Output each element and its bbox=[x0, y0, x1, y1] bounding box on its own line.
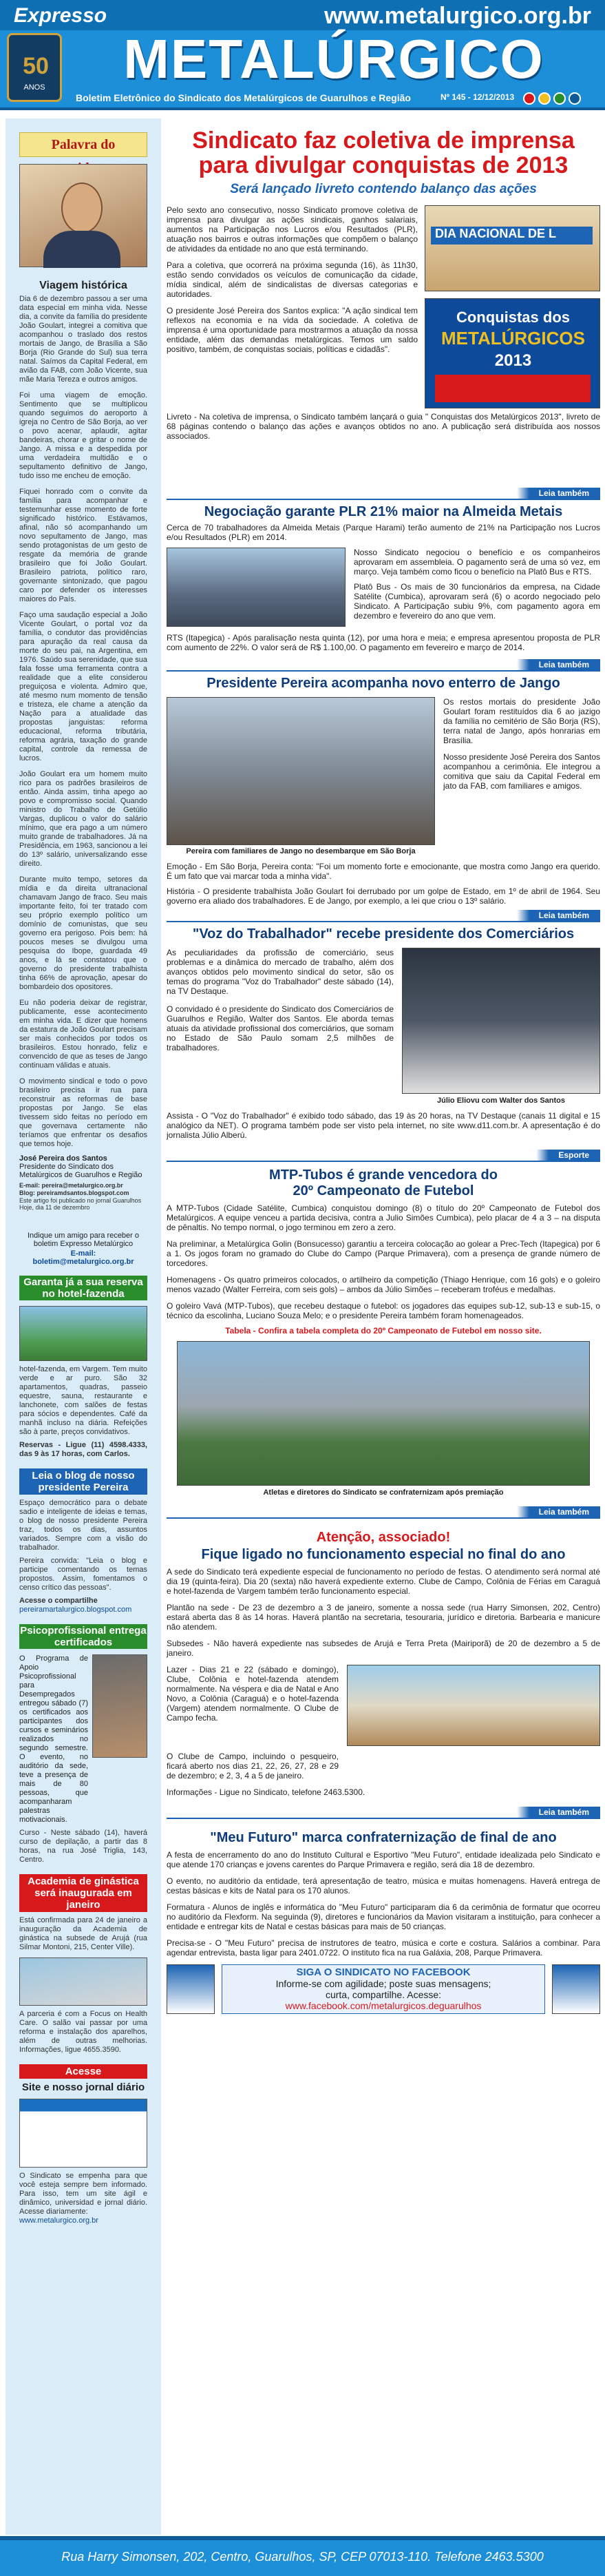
newsletter-title: METALÚRGICO bbox=[123, 28, 544, 90]
art4-p2: O convidado é o presidente do Sindicato dos Comerciários de Guarulhos e Região, Walter dos Santos. Ele aborda temas atuais da atividade profissional dos comerciários, que somam no Estado de São Paulo somam 2,5 milhões de trabalhadores. bbox=[167, 1004, 394, 1052]
leia-tambem-link[interactable]: Leia também bbox=[529, 1807, 600, 1818]
conquistas-label: Conquistas dos bbox=[456, 309, 570, 326]
jornal-text: O Sindicato se empenha para que você esteja sempre bem informado. Para isso, tem um site ágil e dinâmico, universidad e jornal diário. Acesse diariamente: bbox=[19, 2172, 147, 2216]
facebook-logo-icon bbox=[552, 1964, 600, 2014]
seal-icon bbox=[523, 92, 535, 105]
seal-icon bbox=[538, 92, 551, 105]
signature-name: José Pereira dos Santos bbox=[19, 1154, 107, 1163]
art6-p6: Informações - Ligue no Sindicato, telefone 2463.5300. bbox=[167, 1787, 365, 1797]
leia-tambem-link[interactable]: Leia também bbox=[529, 1506, 600, 1517]
newsletter-subtitle: Boletim Eletrônico do Sindicato dos Metalúrgicos de Guarulhos e Região bbox=[76, 92, 411, 103]
art6-photo bbox=[347, 1665, 600, 1746]
art1-text-col bbox=[167, 205, 418, 354]
sidebar-text: O movimento sindical e todo o povo brasileiro precisa ir rua para reconstruir as reformas de base propostas por Jango. Se elas tivessem sido feitas no período em que governava certamente não teríamos que enfrentar os desafios que temos hoje. bbox=[19, 1077, 147, 1148]
hotel-text: hotel-fazenda, em Vargem. Tem muito verde e ar puro. São 32 apartamentos, quadras, passeio equestre, sauna, restaurante e lanchonete, com salões de festas para sócios e dependentes. Café da manhã incluso na diária. Refeições são à parte, preços convidativos. bbox=[19, 1365, 147, 1436]
jornal-title: Site e nosso jornal diário bbox=[21, 2081, 145, 2093]
divider bbox=[167, 921, 600, 922]
sidebar-section-title: Viagem histórica bbox=[39, 280, 127, 291]
leia-tambem-link[interactable]: Leia também bbox=[529, 910, 600, 921]
hotel-banner: Garanta já a sua reserva no hotel-fazenda bbox=[19, 1276, 147, 1300]
sidebar-text: Faço uma saudação especial a João Vicente Goulart, o portal voz da família, o condutor das providências para apuração da real causa da morte do seu pai, na Argentina, em 1976. Saúdo sua serenidade, que sua fala fosse uma ferramenta contra a realidade que a elite considerou preguiçosa e violenta. Admiro que, até mesmo num momento de tensão e tristeza, ele chame a atenção da Nação para a atualidade das propostas janguistas: reforma educacional, reforma tributária, reforma agrária, taxação do grande capital, controle da remessa de lucros. bbox=[19, 611, 147, 762]
photo-face bbox=[61, 183, 103, 233]
conquistas-banner bbox=[435, 375, 591, 402]
sidebar-text: Dia 6 de dezembro passou a ser uma data especial em minha vida. Nesse dia, a convite da família do presidente João Goulart, integrei a comitiva que acompanhou o traslado dos restos mortais de Jango, de Brasília a São Borja (Rio Grande do Sul) sua terra natal. Saímos da Capital Federal, em avião da FAB, com João Vicente, sua mãe Maria Tereza e outros amigos. bbox=[19, 295, 147, 384]
sidebar-text: Fiquei honrado com o convite da família para acompanhar e testemunhar esse momento de forte significado histórico. Estávamos, afinal, não só acompanhando um novo sepultamento de Jango, mas sendo protagonistas de um gesto de resgate da memória de grande brasileiro que foi João Goulart. Brasileiro patriota, político raro, governante sintonizado, que pagou caro por defender os interesses maiores do País. bbox=[19, 488, 147, 603]
gym-text: Está confirmada para 24 de janeiro a inauguração da Academia de ginástica na subsede de Arujá (rua Silmar Montoni, 215, Center Ville). bbox=[19, 1916, 147, 1951]
facebook-title: SIGA O SINDICATO NO FACEBOOK bbox=[296, 1966, 471, 1978]
header-banner bbox=[0, 0, 605, 110]
art6-p5: O Clube de Campo, incluindo o pesqueiro, ficará aberto nos dias 21, 22, 26, 27, 28 e 29 de dezembro; e 2, 3, 4 a 5 de janeiro. bbox=[167, 1752, 339, 1780]
psico-text2: Curso - Neste sábado (14), haverá curso de depilação, a partir das 8 horas, na rua José Triglia, 143, Centro. bbox=[19, 1829, 147, 1864]
jornal-photo bbox=[19, 2099, 147, 2168]
facebook-text1: Informe-se com agilidade; poste suas mensagens; bbox=[275, 1978, 491, 1989]
gym-photo bbox=[19, 1957, 147, 2006]
art3-text-col bbox=[443, 697, 600, 791]
divider bbox=[167, 499, 600, 500]
sidebar bbox=[6, 118, 161, 2535]
psico-photo bbox=[92, 1654, 147, 1758]
blog-access: Acesse o compartilhe bbox=[19, 1597, 98, 1605]
art3-p3: Emoção - Em São Borja, Pereira conta: "Foi um momento forte e emocionante, que mostra como Jango era querido. É um fato que vai marcar toda a minha vida". bbox=[167, 862, 600, 881]
anniversary-logo bbox=[7, 33, 62, 102]
art6-pre: Atenção, associado! bbox=[316, 1530, 451, 1545]
leia-bar-3 bbox=[167, 910, 600, 924]
seal-icon bbox=[553, 92, 566, 105]
art5-p4: O goleiro Vavá (MTP-Tubos), que recebeu destaque o futebol: os jogadores das equipes sub-12, sub-13 e sub-15, o técnico da escolinha, Luciano Souza Melo; e o presidente Pereira também foram homenageados. bbox=[167, 1301, 600, 1320]
header-expresso: Expresso bbox=[14, 4, 107, 27]
leia-bar-5 bbox=[167, 1807, 600, 1820]
art1-p2: Para a coletiva, que ocorrerá na próxima segunda (16), às 11h30, estão sendo convidados os veículos de comunicação da cidade, mídia sindical, além de sindicalistas de diversas categorias e autoridades. bbox=[167, 260, 418, 299]
art1-p3: O presidente José Pereira dos Santos explica: "A ação sindical tem reflexos na economia e na vida da sociedade. A coletiva de imprensa é uma oportunidade para mostrarmos a atuação da nossa entidade, além das demandas metalúrgicas. Temos um saldo positivo, também, de conquistas sociais, políticas e cidadãs". bbox=[167, 306, 418, 354]
art5-title-line1: MTP-Tubos é grande vencedora do bbox=[269, 1167, 498, 1183]
art2-p4: RTS (Itapegica) - Após paralisação nesta quinta (12), por uma hora e meia; e empresa apresentou proposta de PLR com aumento de 22%. O valor será de R$ 1.100,00. O pagamento em fevereiro e março de 2014. bbox=[167, 633, 600, 652]
art4-title: "Voz do Trabalhador" recebe presidente dos Comerciários bbox=[192, 926, 575, 942]
facebook-text2: curta, compartilhe. Acesse: bbox=[325, 1989, 442, 2000]
art3-photo bbox=[167, 697, 435, 845]
hotel-reservas: Reservas - Ligue (11) 4598.4333, das 9 às 17 horas, com Carlos. bbox=[19, 1441, 147, 1458]
art1-subtitle: Será lançado livreto contendo balanço das ações bbox=[230, 182, 537, 196]
footer-address: Rua Harry Simonsen, 202, Centro, Guarulhos, SP, CEP 07013-110. Telefone 2463.5300 bbox=[61, 2550, 544, 2564]
art2-title: Negociação garante PLR 21% maior na Almeida Metais bbox=[204, 504, 563, 519]
art3-p2: Nosso presidente José Pereira dos Santos acompanhou a cerimônia. Ele integrou a comitiva que saiu da Capital Federal em jato da FAB, com familiares e amigos. bbox=[443, 752, 600, 791]
art7-p4: Precisa-se - O "Meu Futuro" precisa de instrutores de teatro, música e corte e costura. Salários a combinar. Para agendar entrevista, basta ligar para 2401.0722. O instituto fica na rua Galáxia, 208, Parque Primavera. bbox=[167, 1938, 600, 1957]
art4-text-col bbox=[167, 948, 394, 1052]
main-column bbox=[167, 118, 600, 2019]
seal-icon bbox=[569, 92, 581, 105]
jornal-url[interactable]: www.metalurgico.org.br bbox=[19, 2216, 98, 2225]
indique-email[interactable]: E-mail: boletim@metalurgico.org.br bbox=[32, 1249, 134, 1266]
footer-bar bbox=[0, 2536, 605, 2576]
art3-p4: História - O presidente trabalhista João Goulart foi derrubado por um golpe de Estado, em 1º de abril de 1964. Seu governo era aliado dos trabalhadores. E de Jango, por exemplo, a lei que criou o 13º salário. bbox=[167, 886, 600, 906]
leia-bar-1 bbox=[167, 488, 600, 501]
president-email[interactable]: E-mail: pereira@metalurgico.org.br bbox=[19, 1182, 123, 1189]
art3-p1: Os restos mortais do presidente João Goulart foram restituídos dia 6 ao jazigo da família no cemitério de São Borja (RS), terra natal de Jango, após honrarias em Brasília. bbox=[443, 697, 600, 745]
blog-banner: Leia o blog de nosso presidente Pereira bbox=[19, 1468, 147, 1495]
art7-p2: O evento, no auditório da entidade, terá apresentação de teatro, música e muitas homenagens. Haverá entrega de cestas básicas e kits de Natal para os 170 alunos. bbox=[167, 1876, 600, 1895]
art5-caption: Atletas e diretores do Sindicato se confraternizam após premiação bbox=[263, 1488, 504, 1497]
art2-p1: Cerca de 70 trabalhadores da Almeida Metais (Parque Harami) terão aumento de 21% na Participação nos Lucros e/ou Resultados (PLR) em 2014. bbox=[167, 523, 600, 542]
art7-title: "Meu Futuro" marca confraternização de final de ano bbox=[210, 1830, 557, 1845]
sidebar-text: João Goulart era um homem muito rico para os padrões brasileiros de então. Ainda assim, tinha apego ao povo e compromisso social. Quando ministro do Trabalho de Getúlio Vargas, duplicou o valor do salário mínimo, que era pago a um número muito grande de trabalhadores. Já na Presidência, em 1963, sancionou a lei do 13º salário, universalizando esse direito. bbox=[19, 770, 147, 868]
hotel-photo bbox=[19, 1306, 147, 1361]
sidebar-text: Eu não poderia deixar de registrar, publicamente, esse acontecimento em minha vida. E dizer que homens da estatura de João Goulart precisam ser mais conhecidos por todos os brasileiros. Estou honrado, feliz e convencido de que as teses de Jango continuam válidas e atuais. bbox=[19, 999, 147, 1070]
dia-nacional-sign: DIA NACIONAL DE L bbox=[431, 227, 593, 245]
acesse-banner: Acesse bbox=[19, 2064, 147, 2079]
sidebar-heading: Palavra do bbox=[19, 132, 147, 157]
art2-p3: Platô Bus - Os mais de 30 funcionários da empresa, na Cidade Satélite (Cumbica), aprovaram será (6) o acordo negociado pelo Sindicato. A Participação subiu 9%, com pagamento agora em dezembro e fevereiro do ano que vem. bbox=[354, 582, 600, 621]
blog-text: Espaço democrático para o debate sadio e inteligente de ideias e temas, o blog de nosso presidente Pereira traz, todos os dias, assuntos variados. Sempre com a visão do trabalhador. bbox=[19, 1499, 147, 1552]
gym-banner: Academia de ginástica será inaugurada em janeiro bbox=[19, 1874, 147, 1912]
divider bbox=[167, 670, 600, 672]
indique-box bbox=[19, 1232, 147, 1266]
signature-role: Presidente do Sindicato dos Metalúrgicos de Guarulhos e Região bbox=[19, 1163, 142, 1179]
divider bbox=[167, 1517, 600, 1519]
art1-p1: Pelo sexto ano consecutivo, nosso Sindicato promove coletiva de imprensa para divulgar as ações sindicais, ganhos salariais, aumentos na Participação nos Lucros e/ou Resultados (PLR), atuação nos bairros e outras informações que compõem o balanço de atividades da entidade no ano que está terminando. bbox=[167, 205, 418, 253]
facebook-block bbox=[167, 1964, 600, 2019]
art1-press-photo bbox=[425, 205, 600, 291]
art6-body bbox=[167, 1665, 600, 1747]
psico-text: O Programa de Apoio Psicoprofissional para Desempregados entregou sábado (7) os certificados aos participantes dos cursos e seminários realizados no segundo semestre. O evento, no auditório da sede, teve a presença de mais de 80 pessoas, que acompanharam palestras motivacionais. bbox=[19, 1654, 88, 1824]
conquistas-big: METALÚRGICOS bbox=[441, 328, 585, 349]
facebook-box[interactable] bbox=[222, 1964, 545, 2014]
art1-body bbox=[167, 205, 600, 488]
psico-block bbox=[19, 1654, 147, 1825]
leia-tambem-link[interactable]: Leia também bbox=[529, 488, 600, 499]
divider bbox=[167, 1818, 600, 1819]
signature bbox=[19, 1154, 147, 1179]
photo-suit bbox=[43, 231, 120, 268]
president-blog[interactable]: Blog: pereiramdsantos.blogspot.com bbox=[19, 1190, 129, 1196]
blog-note: Este artigo foi publicado no jornal Guarulhos Hoje, dia 11 de dezembro bbox=[19, 1197, 142, 1211]
esporte-tag[interactable]: Esporte bbox=[549, 1150, 600, 1161]
art3-body bbox=[167, 697, 600, 859]
art5-p1: A MTP-Tubos (Cidade Satélite, Cumbica) conquistou domingo (8) o título do 20º Campeonato de Futebol dos Metalúrgicos. A equipe venceu a partida decisiva, contra a Julio Simões Cumbica), pelo placar de 4 a 3 – na disputa de pênaltis. No tempo normal, o jogo terminou em zero a zero. bbox=[167, 1203, 600, 1232]
conquistas-year: 2013 bbox=[494, 351, 532, 370]
facebook-logo-icon bbox=[167, 1964, 215, 2014]
art1-p4: Livreto - Na coletiva de imprensa, o Sindicato também lançará o guia " Conquistas dos Metalúrgicos 2013", livreto de 68 páginas contendo o balanço das ações e avanços obtidos no ano. A publicação será distribuída aos nossos associados. bbox=[167, 412, 600, 441]
art7-p1: A festa de encerramento do ano do Instituto Cultural e Esportivo "Meu Futuro", entidade idealizada pelo Sindicato e que atende 170 crianças e jovens carentes do Parque Primavera e região, será dia 18 de dezembro. bbox=[167, 1850, 600, 1869]
art3-caption: Pereira com familiares de Jango no desembarque em São Borja bbox=[186, 847, 416, 855]
art5-tabela-link[interactable]: Tabela - Confira a tabela completa do 20º Campeonato de Futebol em nosso site. bbox=[225, 1326, 542, 1336]
art2-photo bbox=[167, 548, 346, 627]
art1-title-line1: Sindicato faz coletiva de imprensa bbox=[192, 127, 575, 154]
art4-p3: Assista - O "Voz do Trabalhador" é exibido todo sábado, das 19 às 20 horas, na TV Destaque (canais 11 digital e 15 analógico da NET). O programa também pode ser visto pela internet, no site www.d11.com.br. A apresentação é do jornalista Júlio Alberú. bbox=[167, 1111, 600, 1140]
art1-title-line2: para divulgar conquistas de 2013 bbox=[198, 152, 569, 178]
logo-50: 50 bbox=[23, 53, 49, 79]
sidebar-text: Durante muito tempo, setores da mídia e da direita ultranacional chamavam Jango de fraco. Seu mais importante feito, foi ter tratado com seu próprio exemplo político um domínio de comunistas, que seu governo era perigoso. Pois bem: há poucos meses se divulgou uma pesquisa do Ibope, guardada 49 anos, e lá se constatou que o governo do presidente trabalhista tinha 66% de aprovação, apesar do bombardeio dos opositores. bbox=[19, 875, 147, 991]
president-photo bbox=[19, 164, 147, 267]
issue-number: Nº 145 - 12/12/2013 bbox=[441, 92, 515, 102]
art5-p3: Homenagens - Os quatro primeiros colocados, o artilheiro da competição (Thiago Henrique, com 16 gols) e o goleiro menos vazado (Walter Ferreira, com seis gols) – ambos da Júlio Simões – receberam troféus e medalhas. bbox=[167, 1275, 600, 1294]
gym-text2: A parceria é com a Focus on Health Care. O salão vai passar por uma reforma e instalação dos aparelhos, além de outras melhorias. Informações, ligue 4655.3590. bbox=[19, 2010, 147, 2054]
sidebar-text: Foi uma viagem de emoção. Sentimento que se multiplicou quando seguimos do aeroporto à igreja no Centro de São Borja, ao ver o povo acenar, aplaudir, agitar bandeiras, chorar e gritar o nome de Jango. A missa e a despedida por uma verdadeira multidão e o sepultamento definitivo de Jango, tudo isso me encheu de emoção. bbox=[19, 391, 147, 480]
art4-photo bbox=[402, 948, 600, 1094]
divider bbox=[167, 1161, 600, 1162]
header-site-link[interactable]: www.metalurgico.org.br bbox=[324, 3, 591, 29]
art6-p1: A sede do Sindicato terá expediente especial de funcionamento no período de festas. O atendimento será normal até dia 19 (quinta-feira). Dia 20 (sexta) não haverá expediente externo. Clube de Campo, Colônia de Férias em Caraguá e hotel-fazenda de Vargem também terão funcionamento especial. bbox=[167, 1567, 600, 1596]
art6-p3: Subsedes - Não haverá expediente nas subsedes de Arujá e Terra Preta (Mairiporã) de 20 de dezembro a 5 de janeiro. bbox=[167, 1639, 600, 1658]
psico-banner: Psicoprofissional entrega certificados bbox=[20, 1625, 147, 1648]
art5-p2: Na preliminar, a Metalúrgica Golin (Bonsucesso) garantiu a terceira colocação ao golear a Prec-Tech (Itapegica) por 6 a 1. Os jogos foram no gramado do Clube do Campo (Parque Primavera), com a presença de grande número de torcedores. bbox=[167, 1239, 600, 1268]
seal-icons bbox=[523, 92, 599, 107]
indique-text: Indique um amigo para receber o boletim Expresso Metalúrgico bbox=[27, 1232, 140, 1248]
logo-anos: ANOS bbox=[23, 83, 45, 92]
art5-team-photo bbox=[177, 1341, 590, 1486]
art6-title: Fique ligado no funcionamento especial no final do ano bbox=[201, 1547, 566, 1562]
esporte-bar bbox=[167, 1150, 600, 1163]
leia-bar-4 bbox=[167, 1506, 600, 1520]
art6-p4: Lazer - Dias 21 e 22 (sábado e domingo), Clube, Colônia e hotel-fazenda atendem normalmente. Na véspera e dia de Natal e Ano Novo, a Colônia (Caraguá) e o hotel-fazenda (Vargem) atendem normalmente. O Clube de Campo fecha. bbox=[167, 1665, 339, 1723]
art4-p1: As peculiaridades da profissão de comerciário, seus problemas e a dinâmica do mercado de trabalho, além dos avanços obtidos pelo movimento sindical do setor, são os temas do programa "Voz do Trabalhador" deste sábado (14), na TV Destaque. bbox=[167, 948, 394, 996]
art2-body bbox=[167, 548, 600, 630]
art5-title-line2: 20º Campeonato de Futebol bbox=[293, 1183, 474, 1198]
leia-tambem-link[interactable]: Leia também bbox=[529, 659, 600, 670]
conquistas-booklet bbox=[425, 298, 600, 408]
art2-text-col bbox=[354, 548, 600, 621]
art2-p2: Nosso Sindicato negociou o benefício e os companheiros aprovaram em assembleia. O pagamento será de uma só vez, em março. Veja também como ficou o benefício na Platô Bus e RTS. bbox=[354, 548, 600, 577]
art3-title: Presidente Pereira acompanha novo enterro de Jango bbox=[206, 676, 560, 691]
art6-text-col bbox=[167, 1665, 339, 1723]
art4-caption: Júlio Eliovu com Walter dos Santos bbox=[436, 1097, 565, 1105]
leia-bar-2 bbox=[167, 659, 600, 673]
blog-text: Pereira convida: "Leia o blog e participe comentando os temas propostos. Assim, fomentamos o censo crítico das pessoas". bbox=[19, 1557, 147, 1592]
art7-p3: Formatura - Alunos de inglês e informática do "Meu Futuro" participaram dia 6 da cerimônia de formatur que ocorreu no auditório da Flexform. Na seguinda (9), diretores e funcionários da Mavion visitaram a instituição, para conhecer a entidade e entregar kits de Natal e cestas básicas para mais de 50 crianças. bbox=[167, 1902, 600, 1931]
facebook-url[interactable]: www.facebook.com/metalurgicos.deguarulhos bbox=[285, 2000, 482, 2011]
art6-p2: Plantão na sede - De 23 de dezembro a 3 de janeiro, somente a nossa sede (rua Harry Simonsen, 202, Centro) estará aberta das 8 às 14 horas. Haverá plantão na secretaria, tesouraria, jurídico e diretoria. Barbearia e manicure não atendem. bbox=[167, 1603, 600, 1632]
art4-body bbox=[167, 948, 600, 1110]
blog-url[interactable]: pereiramartalurgico.blogspot.com bbox=[19, 1606, 132, 1614]
